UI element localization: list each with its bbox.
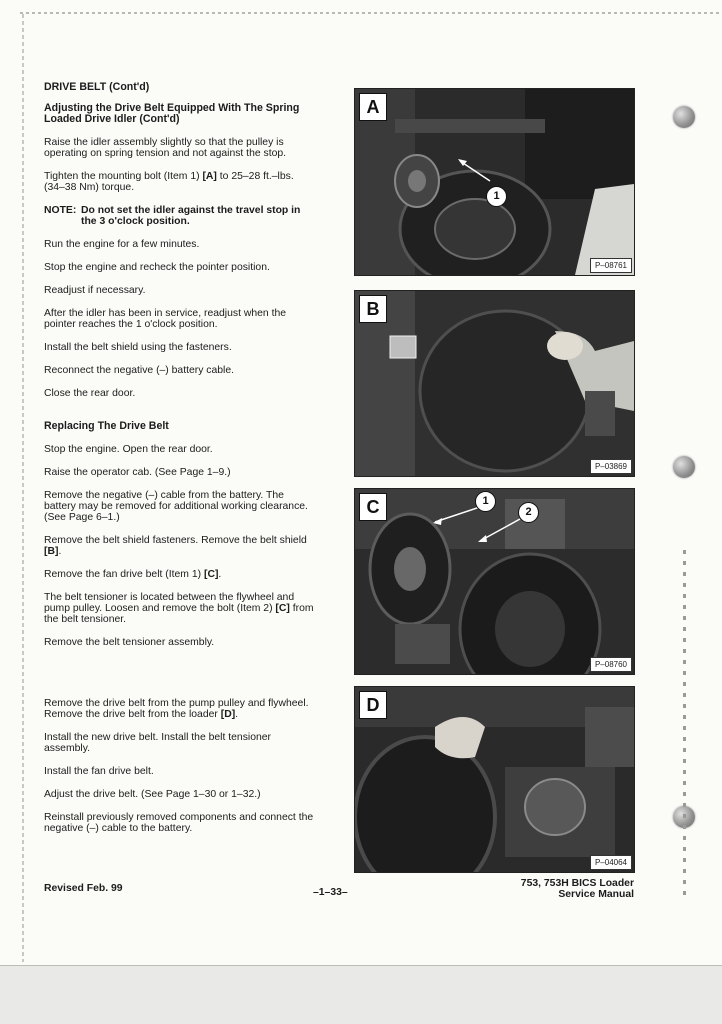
paragraph: Reinstall previously removed components and connect the negative (–) cable to the battery. [44,812,314,834]
paragraph [44,698,316,720]
paragraph: Reconnect the negative (–) battery cable. [44,365,235,376]
paragraph: Remove the negative (–) cable from the battery. The battery may be removed for additional working clearance. (See Page 6–1.) [44,490,308,523]
engine-photo-c [355,489,634,674]
paragraph [44,171,316,193]
paragraph: Readjust if necessary. [44,285,146,296]
text: . [58,546,62,557]
binder-hole-top [673,106,695,128]
text-column [44,82,316,834]
figure-a-photo [354,88,635,276]
figure-label: D [359,691,387,719]
figure-label: A [359,93,387,121]
manual-title-line2: Service Manual [558,889,634,900]
paragraph [44,569,316,580]
text: Tighten the mounting bolt (Item 1) [44,171,203,182]
text: from the belt tensioner. [44,603,314,625]
paragraph: Close the rear door. [44,388,136,399]
paragraph: Adjust the drive belt. (See Page 1–30 or 1–32.) [44,789,261,800]
paragraph: Install the fan drive belt. [44,766,154,777]
callout-item-1: 1 [486,186,507,207]
figure-c-photo [354,488,635,675]
revision-date: Revised Feb. 99 [44,883,123,894]
figure-ref: [D] [220,709,236,720]
subsection-title-adjusting: Adjusting the Drive Belt Equipped With The Spring Loaded Drive Idler (Cont'd) [44,102,300,125]
figure-d-photo [354,686,635,873]
note-text-line2: the 3 o'clock position. [81,216,190,227]
callout-item-2: 2 [518,502,539,523]
figure-ref: [C] [275,603,290,614]
figure-label: C [359,493,387,521]
scan-edge-right-marks [683,550,686,900]
text: to 25–28 ft.–lbs. (34–38 Nm) torque. [44,171,294,193]
paragraph [44,592,316,625]
binder-hole-middle [673,456,695,478]
callout-item-1: 1 [475,491,496,512]
text: . [218,569,222,580]
paragraph: Stop the engine. Open the rear door. [44,444,213,455]
note-label: NOTE: [44,205,77,216]
paragraph: Raise the idler assembly slightly so that the pulley is operating on spring tension and not against the stop. [44,137,287,159]
note [44,205,316,227]
manual-title-line1: 753, 753H BICS Loader [520,878,634,889]
scan-edge-left [22,14,24,962]
paragraph: Remove the belt tensioner assembly. [44,637,215,648]
section-title: DRIVE BELT (Cont'd) [44,81,150,93]
photo-code: P–03869 [590,459,632,474]
subsection-title-replacing: Replacing The Drive Belt [44,420,169,432]
paragraph: Stop the engine and recheck the pointer position. [44,262,270,273]
figure-ref: [A] [202,171,217,182]
scan-edge-top [20,12,720,14]
text: . [235,709,239,720]
text: Remove the belt shield fasteners. Remove the belt shield [44,535,307,546]
text: Remove the drive belt from the pump pulley and flywheel. Remove the drive belt from the loader [44,698,309,720]
figure-ref: [C] [203,569,219,580]
engine-photo-b [355,291,634,476]
paragraph: After the idler has been in service, readjust when the pointer reaches the 1 o'clock position. [44,308,287,330]
engine-photo-a [355,89,634,275]
paragraph: Run the engine for a few minutes. [44,239,200,250]
figure-b-photo [354,290,635,477]
paragraph: Raise the operator cab. (See Page 1–9.) [44,467,231,478]
figure-ref: [B] [44,546,59,557]
page-number: –1–33– [313,887,348,898]
manual-title [521,878,634,900]
photo-code: P–08761 [590,258,632,273]
paragraph: Install the belt shield using the fasteners. [44,342,232,353]
text: The belt tensioner is located between the flywheel and pump pulley. Loosen and remove the bolt (Item 2) [44,592,295,614]
paragraph: Install the new drive belt. Install the belt tensioner assembly. [44,732,271,754]
photo-code: P–08760 [590,657,632,672]
text: Remove the fan drive belt (Item 1) [44,569,204,580]
paragraph [44,535,316,557]
figure-label: B [359,295,387,323]
engine-photo-d [355,687,634,872]
note-text: Do not set the idler against the travel stop in [81,205,301,216]
photo-code: P–04064 [590,855,632,870]
